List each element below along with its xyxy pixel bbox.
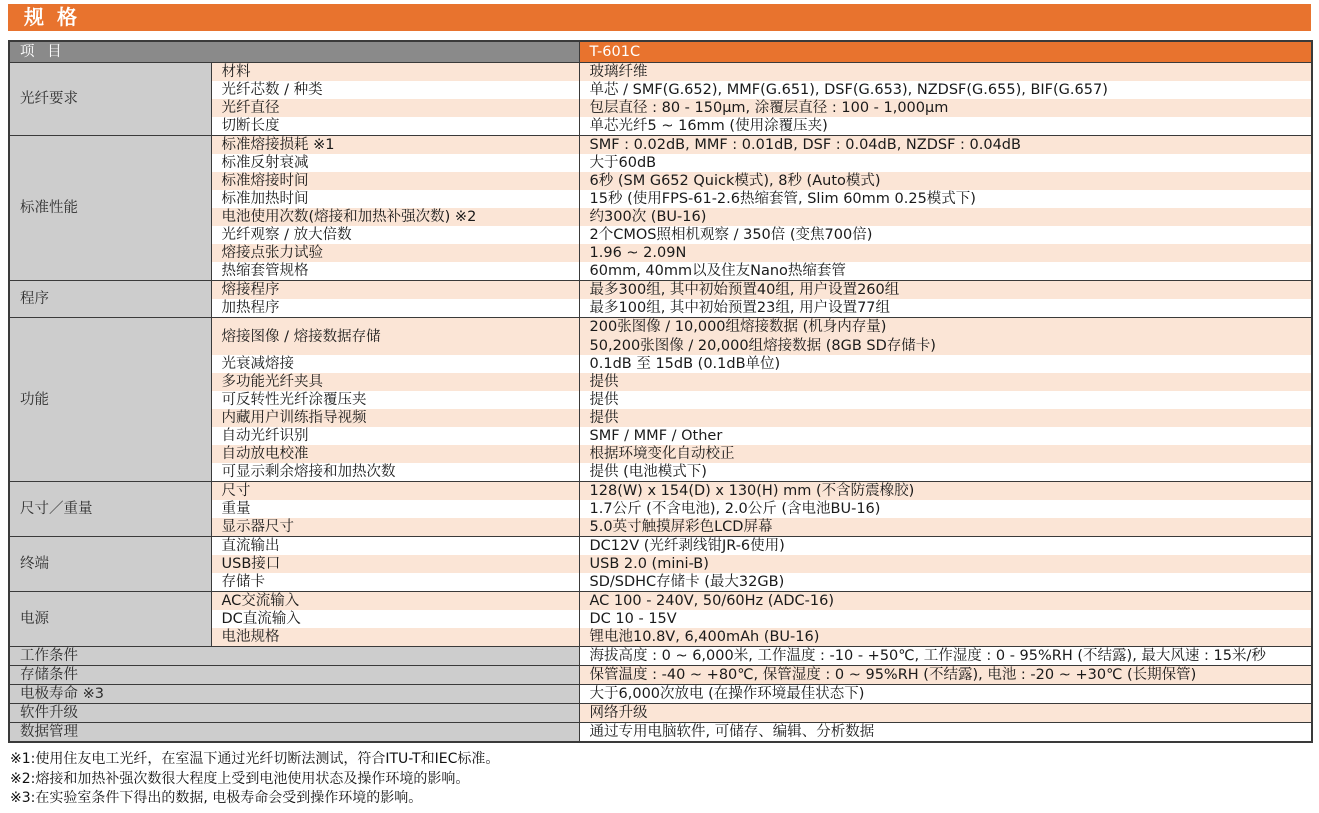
spec-table-body [9, 63, 1312, 743]
spec-row [9, 592, 1312, 611]
spec-item-cell: 自动光纤识别 [211, 427, 579, 445]
spec-value-cell: DC12V (光纤剥线钳JR-6使用) [579, 537, 1312, 556]
spec-value-cell: 提供 [579, 391, 1312, 409]
footnote: ※3:在实验室条件下得出的数据, 电极寿命会受到操作环境的影响。 [10, 790, 423, 806]
spec-value-cell: 玻璃纤维 [579, 63, 1312, 82]
spec-value-cell: SMF / MMF / Other [579, 427, 1312, 445]
spec-item-cell: 电池规格 [211, 628, 579, 647]
spec-item-cell: 直流输出 [211, 537, 579, 556]
spec-value-cell: 15秒 (使用FPS-61-2.6热缩套管, Slim 60mm 0.25模式下) [579, 190, 1312, 208]
spec-header-row [9, 41, 1312, 63]
spec-row [9, 685, 1312, 704]
spec-row [9, 281, 1312, 300]
spec-row [9, 482, 1312, 501]
spec-item-cell: 内藏用户训练指导视频 [211, 409, 579, 427]
spec-value-cell: 200张图像 / 10,000组熔接数据 (机身内存量) 50,200张图像 / 20,000组熔接数据 (8GB SD存储卡) [579, 318, 1312, 356]
spec-value-cell: 大于60dB [579, 154, 1312, 172]
spec-value-cell: 锂电池10.8V, 6,400mAh (BU-16) [579, 628, 1312, 647]
category-cell: 标准性能 [9, 136, 211, 281]
spec-value-cell: 128(W) x 154(D) x 130(H) mm (不含防震橡胶) [579, 482, 1312, 501]
spec-item-cell: 多功能光纤夹具 [211, 373, 579, 391]
spec-item-cell: 电池使用次数(熔接和加热补强次数) ※2 [211, 208, 579, 226]
spec-value-cell: SD/SDHC存储卡 (最大32GB) [579, 573, 1312, 592]
spec-item-cell: 存储卡 [211, 573, 579, 592]
spec-item-cell: 熔接点张力试验 [211, 244, 579, 262]
spec-item-cell: 显示器尺寸 [211, 518, 579, 537]
spec-value-cell: 约300次 (BU-16) [579, 208, 1312, 226]
spec-value-cell: 2个CMOS照相机观察 / 350倍 (变焦700倍) [579, 226, 1312, 244]
spec-value-cell: 0.1dB 至 15dB (0.1dB单位) [579, 355, 1312, 373]
spec-item-cell: 标准反射衰减 [211, 154, 579, 172]
footnote: ※1:使用住友电工光纤，在室温下通过光纤切断法测试，符合ITU-T和IEC标准。 [10, 751, 500, 767]
spec-item-cell: 光纤直径 [211, 99, 579, 117]
category-cell: 功能 [9, 318, 211, 482]
category-cell: 尺寸／重量 [9, 482, 211, 537]
spec-row [9, 537, 1312, 556]
spec-item-cell: 标准加热时间 [211, 190, 579, 208]
spec-value-cell: 5.0英寸触摸屏彩色LCD屏幕 [579, 518, 1312, 537]
header-item-label: 项 目 [9, 41, 579, 63]
spec-value-cell: 保管温度 : -40 ~ +80℃, 保管湿度 : 0 ~ 95%RH (不结露), 电池 : -20 ~ +30℃ (长期保管) [579, 666, 1312, 685]
spec-value-cell: DC 10 - 15V [579, 610, 1312, 628]
spec-item-cell: 加热程序 [211, 299, 579, 318]
spec-item-cell: 可反转性光纤涂覆压夹 [211, 391, 579, 409]
spec-row [9, 136, 1312, 155]
spec-row [9, 666, 1312, 685]
spec-item-cell: 光纤观察 / 放大倍数 [211, 226, 579, 244]
category-cell: 软件升级 [9, 704, 579, 723]
spec-value-cell: 1.7公斤 (不含电池), 2.0公斤 (含电池BU-16) [579, 500, 1312, 518]
spec-item-cell: AC交流输入 [211, 592, 579, 611]
spec-value-cell: 提供 [579, 409, 1312, 427]
category-cell: 光纤要求 [9, 63, 211, 136]
spec-value-cell: 60mm, 40mm以及住友Nano热缩套管 [579, 262, 1312, 281]
spec-value-cell: AC 100 - 240V, 50/60Hz (ADC-16) [579, 592, 1312, 611]
category-cell: 存储条件 [9, 666, 579, 685]
spec-value-cell: 6秒 (SM G652 Quick模式), 8秒 (Auto模式) [579, 172, 1312, 190]
spec-item-cell: 可显示剩余熔接和加热次数 [211, 463, 579, 482]
category-cell: 终端 [9, 537, 211, 592]
spec-item-cell: 重量 [211, 500, 579, 518]
spec-row [9, 723, 1312, 743]
category-cell: 工作条件 [9, 647, 579, 666]
spec-item-cell: 材料 [211, 63, 579, 82]
spec-row [9, 704, 1312, 723]
spec-value-cell: 根据环境变化自动校正 [579, 445, 1312, 463]
spec-item-cell: 自动放电校准 [211, 445, 579, 463]
footnote: ※2:熔接和加热补强次数很大程度上受到电池使用状态及操作环境的影响。 [10, 770, 470, 787]
spec-row [9, 63, 1312, 82]
header-model-label: T-601C [579, 41, 1312, 63]
spec-item-cell: 熔接程序 [211, 281, 579, 300]
spec-value-cell: 单芯光纤5 ~ 16mm (使用涂覆压夹) [579, 117, 1312, 136]
spec-item-cell: DC直流输入 [211, 610, 579, 628]
spec-item-cell: 熔接图像 / 熔接数据存储 [211, 318, 579, 356]
spec-item-cell: 热缩套管规格 [211, 262, 579, 281]
spec-value-cell: 海拔高度 : 0 ~ 6,000米, 工作温度 : -10 - +50℃, 工作湿度 : 0 - 95%RH (不结露), 最大风速 : 15米/秒 [579, 647, 1312, 666]
spec-item-cell: 尺寸 [211, 482, 579, 501]
spec-value-cell: 最多100组, 其中初始预置23组, 用户设置77组 [579, 299, 1312, 318]
category-cell: 电源 [9, 592, 211, 647]
page-title: 规 格 [8, 4, 1311, 31]
category-cell: 数据管理 [9, 723, 579, 743]
spec-value-cell: 单芯 / SMF(G.652), MMF(G.651), DSF(G.653), NZDSF(G.655), BIF(G.657) [579, 81, 1312, 99]
spec-item-cell: 光纤芯数 / 种类 [211, 81, 579, 99]
spec-item-cell: 标准熔接损耗 ※1 [211, 136, 579, 155]
spec-value-cell: 包层直径 : 80 - 150µm, 涂覆层直径 : 100 - 1,000µm [579, 99, 1312, 117]
spec-value-cell: USB 2.0 (mini-B) [579, 555, 1312, 573]
spec-value-cell: 最多300组, 其中初始预置40组, 用户设置260组 [579, 281, 1312, 300]
category-cell: 电极寿命 ※3 [9, 685, 579, 704]
spec-value-cell: 通过专用电脑软件, 可储存、编辑、分析数据 [579, 723, 1312, 743]
spec-value-cell: 大于6,000次放电 (在操作环境最佳状态下) [579, 685, 1312, 704]
spec-value-cell: 提供 [579, 373, 1312, 391]
spec-value-cell: SMF : 0.02dB, MMF : 0.01dB, DSF : 0.04dB, NZDSF : 0.04dB [579, 136, 1312, 155]
footnotes [8, 750, 1311, 809]
spec-item-cell: 切断长度 [211, 117, 579, 136]
spec-value-cell: 1.96 ~ 2.09N [579, 244, 1312, 262]
spec-value-cell: 提供 (电池模式下) [579, 463, 1312, 482]
spec-row [9, 647, 1312, 666]
spec-value-cell: 网络升级 [579, 704, 1312, 723]
category-cell: 程序 [9, 281, 211, 318]
spec-item-cell: 光衰减熔接 [211, 355, 579, 373]
spec-item-cell: USB接口 [211, 555, 579, 573]
spec-row [9, 318, 1312, 356]
spec-table [8, 40, 1313, 743]
spec-item-cell: 标准熔接时间 [211, 172, 579, 190]
